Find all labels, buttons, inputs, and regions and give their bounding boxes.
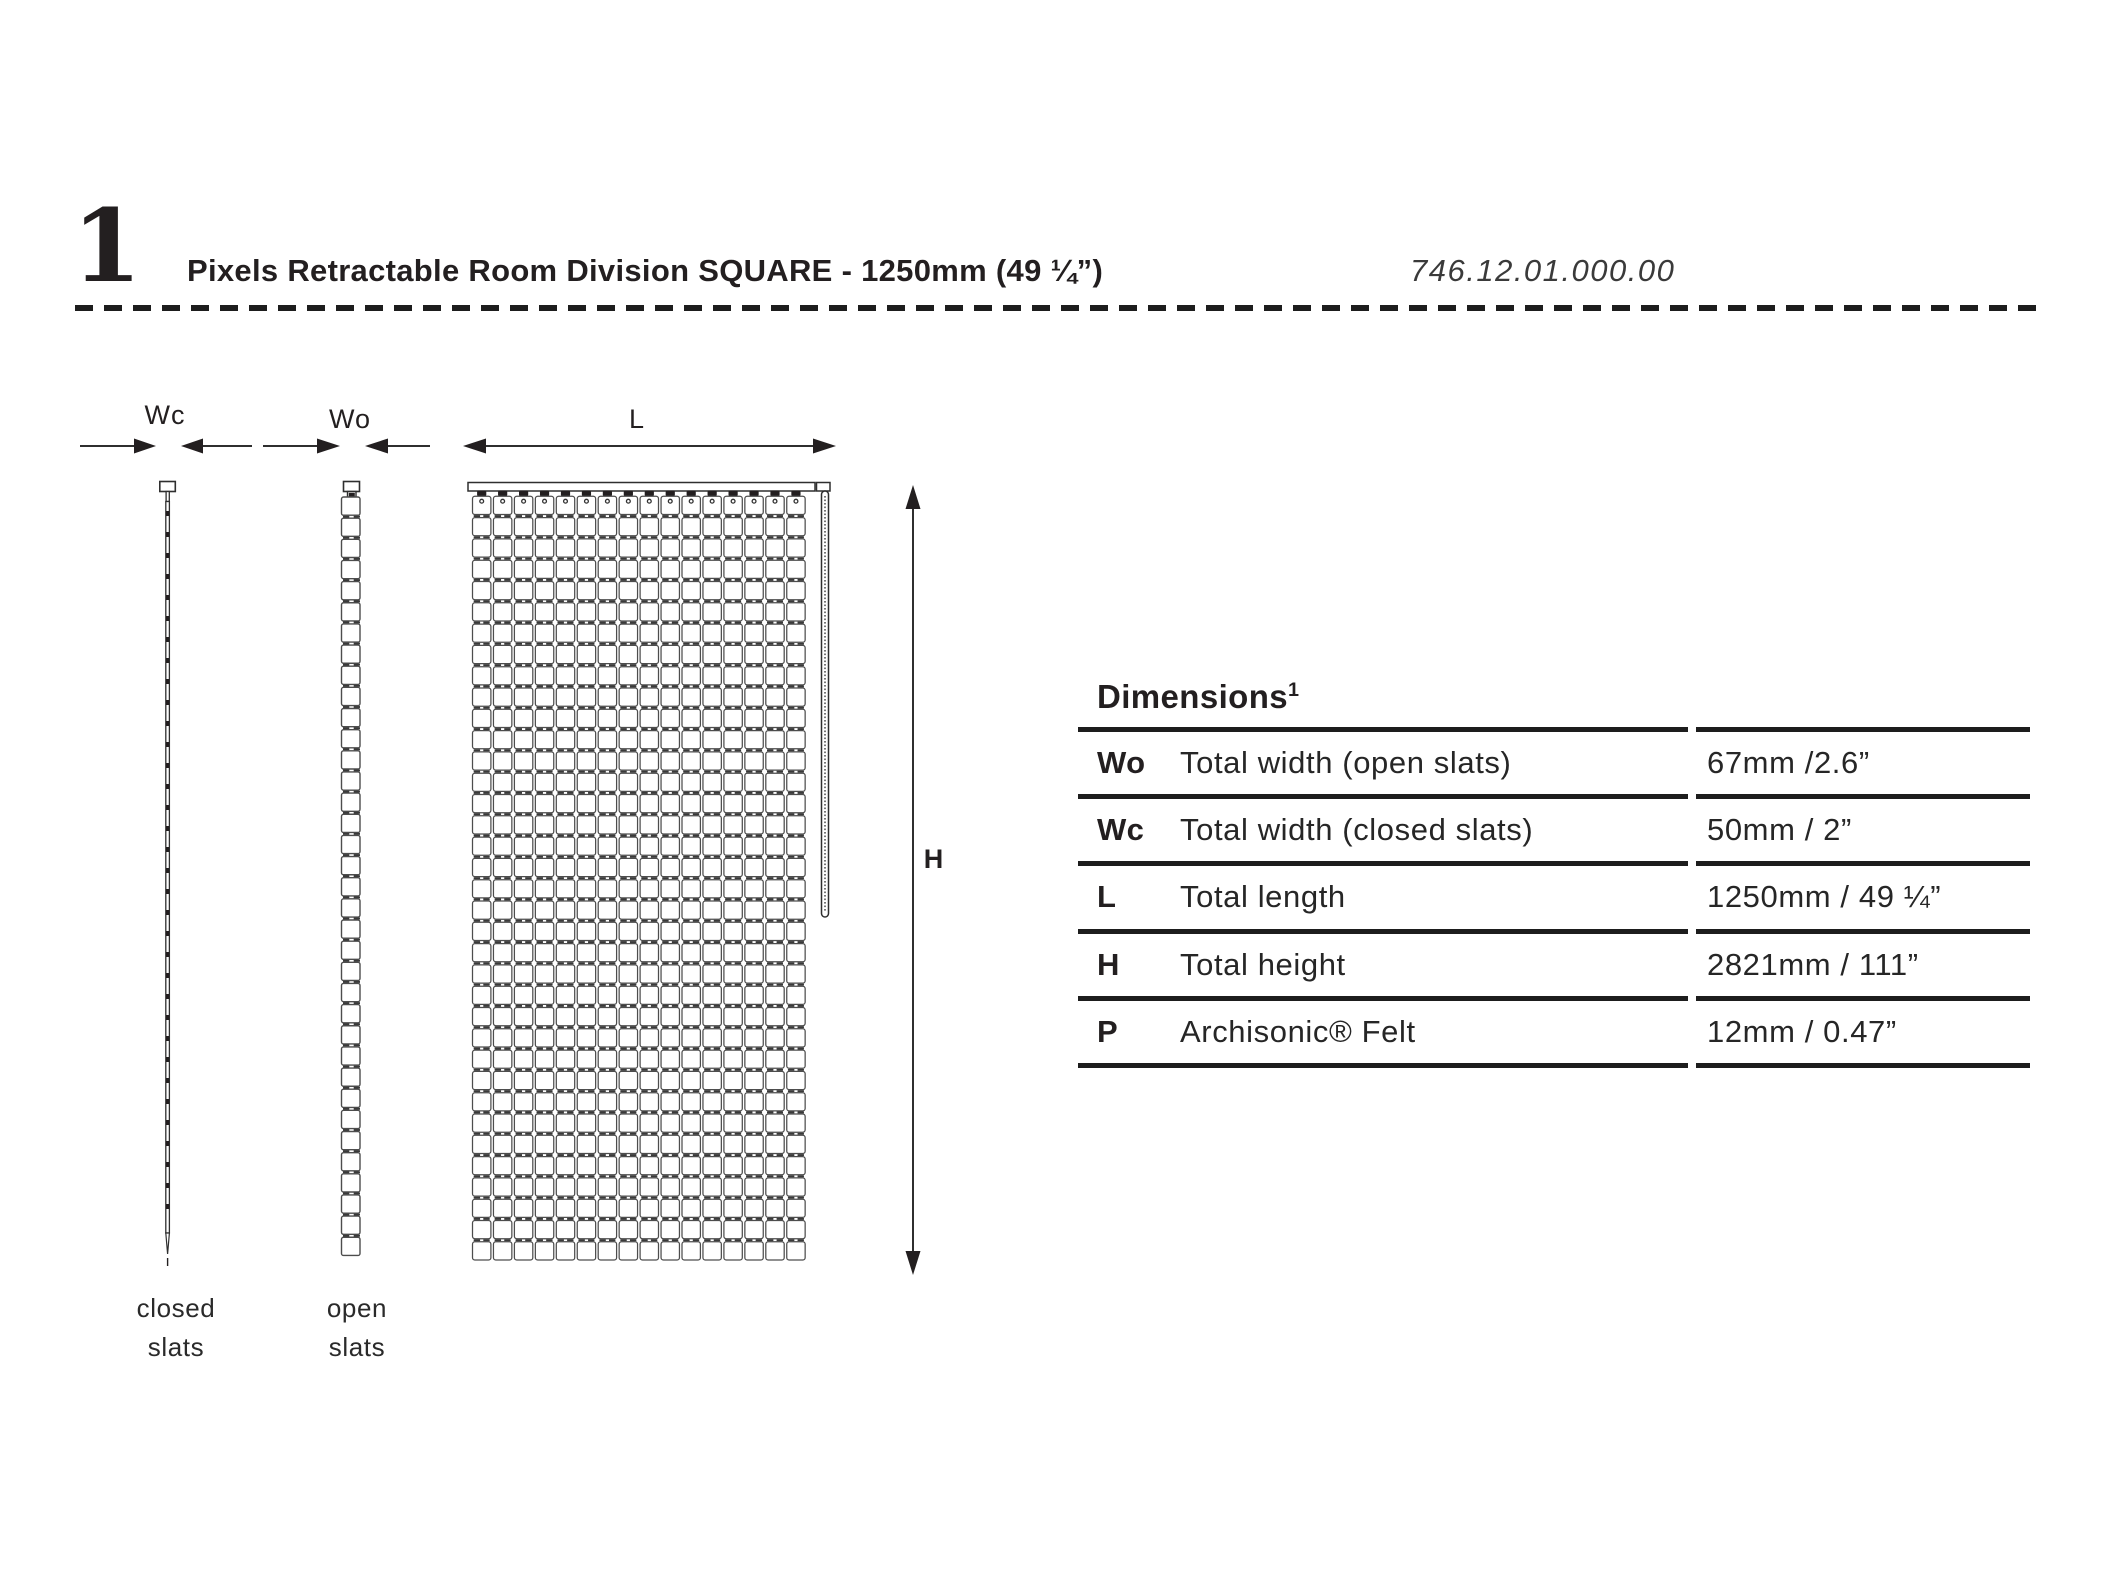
table-row <box>1078 1001 2030 1063</box>
open-slats-figure <box>263 439 430 1256</box>
row-description: Total width (open slats) <box>1180 745 1512 780</box>
header-dashed-rule <box>75 305 2040 311</box>
table-row <box>1078 799 2030 861</box>
row-description: Total height <box>1180 947 1346 982</box>
caption-closed-line2: slats <box>147 1332 205 1362</box>
table-row <box>1078 866 2030 928</box>
page-title: Pixels Retractable Room Division SQUARE - 1250mm (49 ¼”) <box>187 253 1104 288</box>
table-row <box>1078 934 2030 996</box>
row-value: 1250mm / 49 ¼” <box>1707 879 1942 914</box>
table-heading-text: Dimensions <box>1097 678 1289 715</box>
row-key: Wc <box>1097 812 1145 847</box>
table-heading-footnote-mark: 1 <box>1288 679 1300 701</box>
dim-label-length: L <box>628 404 646 434</box>
dim-label-height: H <box>923 844 945 874</box>
section-number: 1 <box>72 187 142 305</box>
table-rule <box>1696 1063 2030 1068</box>
caption-closed-line1: closed <box>136 1293 216 1323</box>
row-description: Total width (closed slats) <box>1180 812 1534 847</box>
curtain-figure <box>463 439 921 1276</box>
dim-label-wo: Wo <box>328 404 371 434</box>
dim-label-wc: Wc <box>144 400 186 430</box>
row-description: Archisonic® Felt <box>1180 1014 1416 1049</box>
row-value: 67mm /2.6” <box>1707 745 1870 780</box>
table-heading <box>1097 670 1299 717</box>
caption-open-line2: slats <box>328 1332 386 1362</box>
caption-open-line1: open <box>326 1293 388 1323</box>
table-row <box>1078 732 2030 794</box>
row-key: Wo <box>1097 745 1146 780</box>
row-key: L <box>1097 879 1117 914</box>
caption-open-slats <box>297 1289 417 1367</box>
row-value: 12mm / 0.47” <box>1707 1014 1897 1049</box>
row-key: H <box>1097 947 1120 982</box>
row-value: 2821mm / 111” <box>1707 947 1919 982</box>
row-value: 50mm / 2” <box>1707 812 1852 847</box>
caption-closed-slats <box>116 1289 236 1367</box>
table-rule <box>1078 1063 1688 1068</box>
closed-slats-figure <box>80 439 252 1267</box>
product-code: 746.12.01.000.00 <box>1410 253 1676 288</box>
row-description: Total length <box>1180 879 1346 914</box>
row-key: P <box>1097 1014 1119 1049</box>
